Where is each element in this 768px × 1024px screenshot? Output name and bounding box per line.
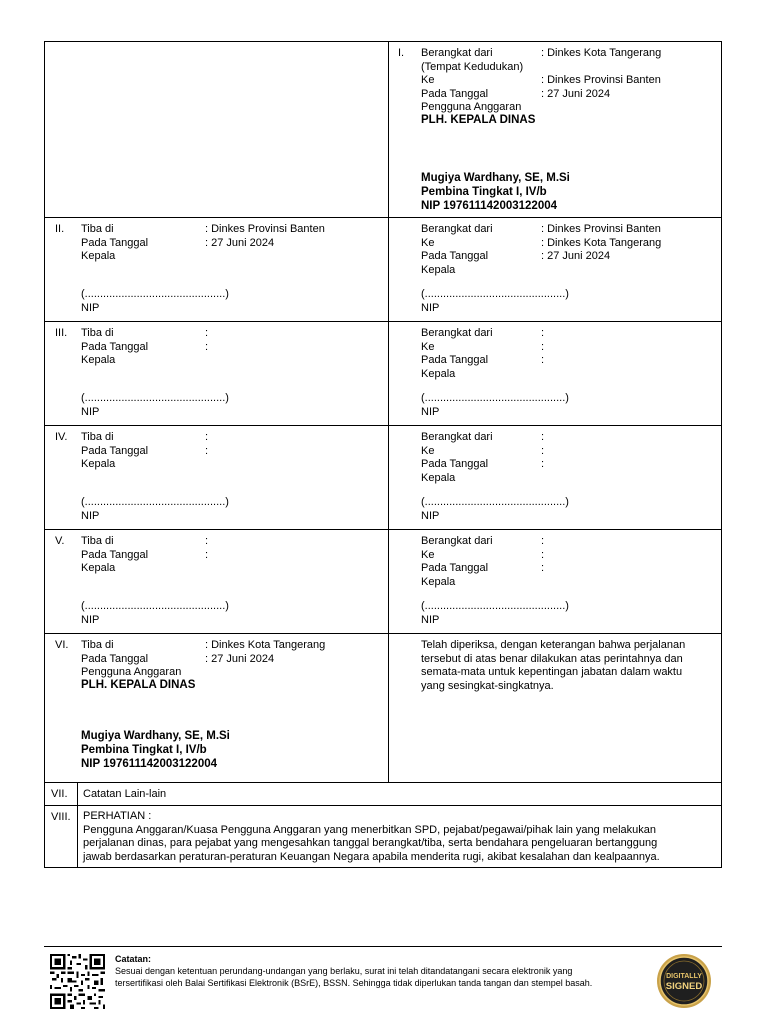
date-label: Pada Tanggal (421, 87, 489, 100)
date-label: Pada Tanggal (81, 652, 149, 665)
date-value: : (205, 340, 209, 353)
signature-blank: (..............................................) (81, 496, 229, 508)
section-number: I. (398, 47, 405, 59)
signer-name: Mugiya Wardhany, SE, M.Si (421, 172, 570, 184)
date-label: Pada Tanggal (421, 458, 489, 470)
column-divider (388, 42, 389, 217)
nip-label: NIP (81, 405, 100, 418)
head-label: Kepala (81, 354, 116, 366)
statement-line: yang sesingkat-singkatnya. (421, 679, 554, 692)
destination-label: Ke (421, 74, 435, 86)
signer-rank: Pembina Tingkat I, IV/b (421, 186, 547, 198)
nip-label: NIP (81, 301, 100, 314)
section-2-row (45, 217, 721, 321)
nip-label: NIP (421, 613, 440, 626)
footer-line: tersertifikasi oleh Balai Sertifikasi Elektronik (BSrE), BSSN. Sehingga tidak diperlukan tanda tangan dan stempel basah. (115, 978, 593, 988)
date-value: : (541, 458, 545, 470)
digitally-signed-badge-icon (656, 953, 712, 1009)
date-value: : 27 Juni 2024 (205, 236, 275, 249)
section-8-row (45, 805, 721, 867)
statement-line: semata-mata untuk kepentingan jabatan dalam waktu (421, 666, 683, 678)
arrival-value: : (205, 327, 209, 339)
head-label: Kepala (421, 575, 456, 588)
arrival-value: : (205, 535, 209, 547)
destination-value: : Dinkes Kota Tangerang (541, 236, 662, 249)
arrival-value: : Dinkes Kota Tangerang (205, 639, 326, 651)
signer-name: Mugiya Wardhany, SE, M.Si (81, 730, 230, 742)
head-label: Kepala (421, 263, 456, 276)
date-label: Pada Tanggal (421, 354, 489, 366)
section-7-row (45, 782, 721, 805)
head-label: Kepala (81, 562, 116, 574)
destination-label: Ke (421, 340, 435, 353)
arrival-label: Tiba di (81, 431, 114, 443)
section-number: VII. (51, 788, 68, 800)
column-divider (388, 426, 389, 529)
attention-line: perjalanan dinas, para pejabat yang mengesahkan tanggal berangkat/tiba, serta bendahara pengeluaran bertanggung (83, 837, 658, 849)
footer-divider (44, 946, 722, 947)
date-label: Pada Tanggal (81, 444, 149, 457)
date-label: Pada Tanggal (421, 250, 489, 262)
nip-label: NIP (421, 509, 440, 522)
arrival-label: Tiba di (81, 639, 114, 651)
departure-from-value: : (541, 327, 545, 339)
section-4-row (45, 425, 721, 529)
head-label: Kepala (81, 250, 116, 262)
footer-line: Sesuai dengan ketentuan perundang-undangan yang berlaku, surat ini telah ditandatangani secara elektronik yang (115, 966, 573, 976)
section-6-row (45, 633, 721, 782)
attention-heading: PERHATIAN : (83, 810, 152, 822)
column-divider (388, 218, 389, 321)
place-of-residence-label: (Tempat Kedudukan) (421, 60, 524, 73)
signature-blank: (..............................................) (81, 392, 229, 404)
section-5-row (45, 529, 721, 633)
attention-line: jawab berdasarkan peraturan-peraturan Keuangan Negara apabila menderita rugi, akibat kesalahan dan kealpaannya. (83, 850, 660, 863)
departure-from-label: Berangkat dari (421, 223, 493, 235)
destination-value: : (541, 340, 545, 353)
badge-line-1: DIGITALLY (666, 973, 702, 980)
arrival-value: : Dinkes Provinsi Banten (205, 223, 325, 235)
destination-value: : Dinkes Provinsi Banten (541, 74, 661, 86)
departure-from-label: Berangkat dari (421, 535, 493, 547)
badge-line-2: SIGNED (665, 981, 703, 992)
attention-line: Pengguna Anggaran/Kuasa Pengguna Anggaran yang menerbitkan SPD, pejabat/pegawai/pihak lain yang melakukan (83, 823, 657, 836)
section-number: VI. (55, 639, 69, 651)
departure-from-value: : (541, 535, 545, 547)
departure-from-label: Berangkat dari (421, 327, 493, 339)
signer-title: PLH. KEPALA DINAS (81, 679, 196, 691)
spd-form-table (44, 41, 722, 868)
signature-blank: (..............................................) (81, 600, 229, 612)
section-number: V. (55, 535, 65, 547)
footer-note (115, 953, 592, 989)
departure-from-value: : Dinkes Provinsi Banten (541, 223, 661, 235)
date-value: : (205, 548, 209, 561)
destination-label: Ke (421, 444, 435, 457)
arrival-label: Tiba di (81, 223, 114, 235)
signer-role: Pengguna Anggaran (421, 101, 522, 113)
signer-role: Pengguna Anggaran (81, 666, 182, 678)
signature-blank: (..............................................) (81, 288, 229, 300)
destination-label: Ke (421, 236, 435, 249)
arrival-value: : (205, 431, 209, 443)
signature-blank: (..............................................) (421, 288, 569, 300)
date-label: Pada Tanggal (81, 548, 149, 561)
section-number: III. (55, 327, 68, 339)
arrival-label: Tiba di (81, 535, 114, 547)
departure-from-value: : Dinkes Kota Tangerang (541, 47, 662, 59)
date-label: Pada Tanggal (81, 340, 149, 353)
section-1-row (45, 42, 721, 217)
section-number: VIII. (51, 811, 71, 823)
section-number: II. (55, 223, 65, 235)
qr-code-icon (50, 954, 105, 1009)
statement-line: tersebut di atas benar dilakukan atas perintahnya dan (421, 652, 683, 665)
statement-line: Telah diperiksa, dengan keterangan bahwa perjalanan (421, 639, 686, 651)
head-label: Kepala (421, 471, 456, 484)
signer-nip: NIP 197611142003122004 (421, 200, 558, 212)
column-divider (388, 322, 389, 425)
date-value: : 27 Juni 2024 (541, 87, 611, 100)
destination-value: : (541, 548, 545, 561)
signature-blank: (..............................................) (421, 496, 569, 508)
arrival-label: Tiba di (81, 327, 114, 339)
nip-label: NIP (421, 301, 440, 314)
other-notes-label: Catatan Lain-lain (83, 788, 167, 800)
nip-label: NIP (81, 509, 100, 522)
footer-heading: Catatan: (115, 954, 152, 964)
date-label: Pada Tanggal (81, 236, 149, 249)
date-value: : (541, 354, 545, 366)
section-number: IV. (55, 431, 68, 443)
departure-from-label: Berangkat dari (421, 431, 493, 443)
nip-label: NIP (81, 613, 100, 626)
destination-label: Ke (421, 548, 435, 561)
column-divider (388, 530, 389, 633)
date-label: Pada Tanggal (421, 562, 489, 574)
column-divider (77, 806, 78, 867)
head-label: Kepala (421, 367, 456, 380)
signature-blank: (..............................................) (421, 600, 569, 612)
signer-rank: Pembina Tingkat I, IV/b (81, 744, 207, 756)
date-value: : (205, 444, 209, 457)
column-divider (77, 783, 78, 805)
date-value: : (541, 562, 545, 574)
nip-label: NIP (421, 405, 440, 418)
signer-title: PLH. KEPALA DINAS (421, 114, 536, 126)
head-label: Kepala (81, 458, 116, 470)
departure-from-value: : (541, 431, 545, 443)
date-value: : 27 Juni 2024 (205, 652, 275, 665)
signer-nip: NIP 197611142003122004 (81, 758, 218, 770)
column-divider (388, 634, 389, 782)
section-3-row (45, 321, 721, 425)
signature-blank: (..............................................) (421, 392, 569, 404)
destination-value: : (541, 444, 545, 457)
date-value: : 27 Juni 2024 (541, 250, 611, 262)
departure-from-label: Berangkat dari (421, 47, 493, 59)
